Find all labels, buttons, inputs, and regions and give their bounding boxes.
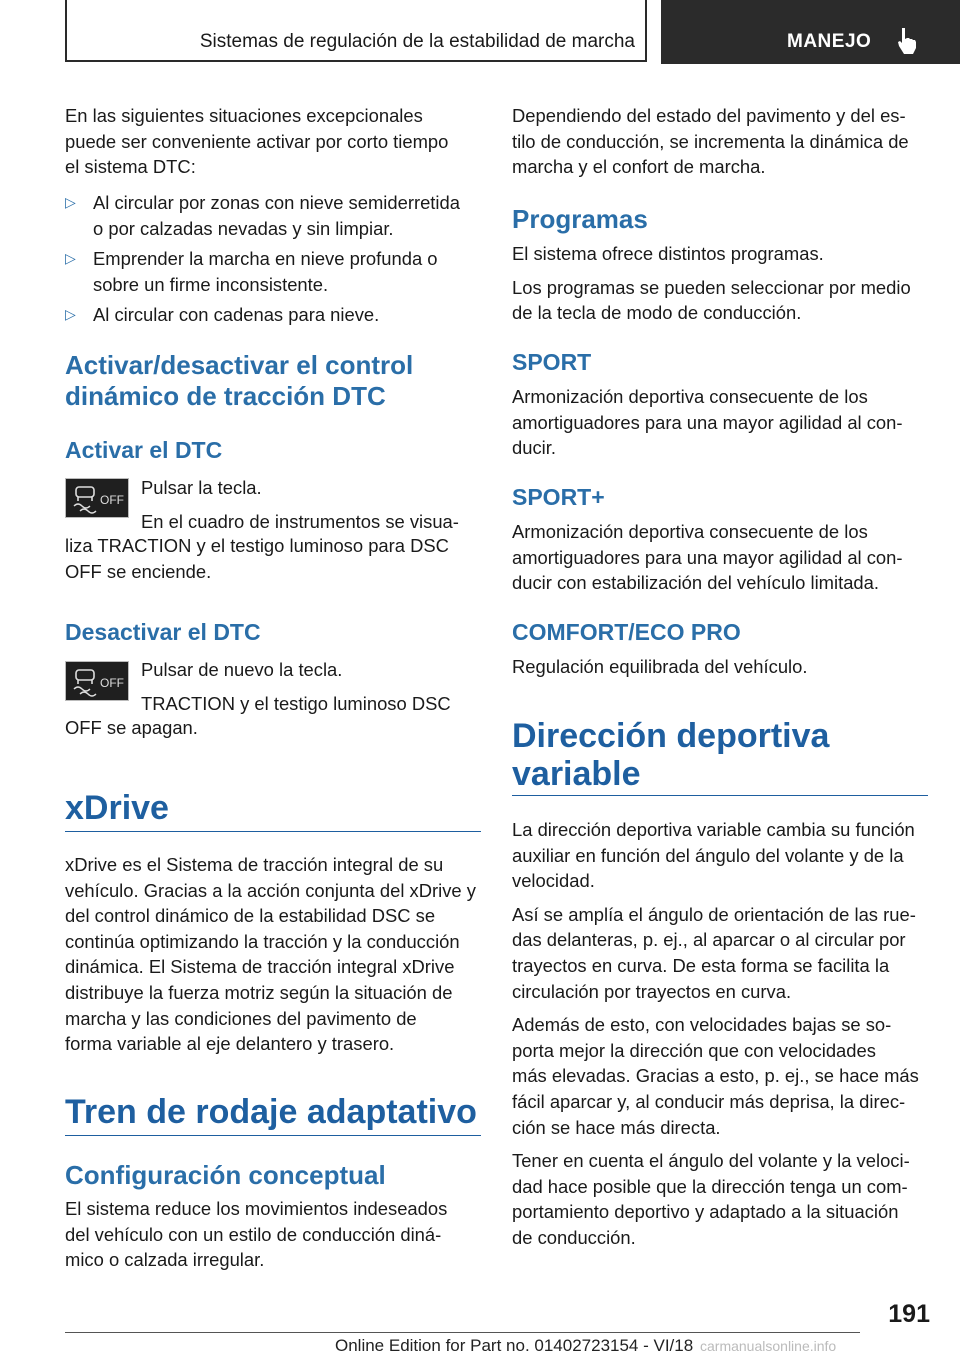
text-line: La dirección deportiva variable cambia su función	[512, 819, 915, 840]
heading-comfort-eco-pro: COMFORT/ECO PRO	[512, 619, 741, 645]
sport-plus-text	[512, 519, 932, 596]
text-line: velocidad.	[512, 870, 595, 892]
heading-configuracion: Configuración conceptual	[65, 1160, 386, 1190]
triangle-bullet-icon: ▷	[65, 194, 76, 210]
text-line: del control dinámico de la estabilidad DSC se	[65, 905, 436, 927]
heading-line: Activar/desactivar el control	[65, 350, 414, 380]
right-intro	[512, 103, 932, 180]
text-line: marcha y las condiciones del pavimento de	[65, 1007, 417, 1029]
text-line: continúa optimizando la tracción y la conducción	[65, 930, 460, 952]
text-line: vehículo. Gracias a la acción conjunta del xDrive y	[65, 879, 476, 901]
text-line: trayectos en curva. De esta forma se facilita la	[512, 954, 890, 976]
programas-text	[512, 241, 932, 326]
text-line: Además de esto, con velocidades bajas se so-	[512, 1014, 892, 1036]
heading-line: Dirección deportiva	[512, 717, 830, 755]
text-line: del vehículo con un estilo de conducción diná-	[65, 1223, 442, 1245]
text-line: amortiguadores para una mayor agilidad al con-	[512, 411, 903, 433]
text-line: Regulación equilibrada del vehículo.	[512, 656, 808, 677]
text-line: liza TRACTION y el testigo luminoso para DSC	[65, 535, 449, 556]
text-line: xDrive es el Sistema de tracción integral de su	[65, 854, 444, 875]
heading-dtc	[65, 350, 413, 412]
footer-divider	[65, 1332, 860, 1333]
text-line: puede ser conveniente activar por corto tiempo	[65, 130, 449, 152]
text-line: Armonización deportiva consecuente de los	[512, 386, 868, 407]
activate-result	[65, 533, 449, 584]
heading-xdrive: xDrive	[65, 789, 169, 827]
text-line: distribuye la fuerza motriz según la situación de	[65, 981, 453, 1003]
text-line: o por calzadas nevadas y sin limpiar.	[93, 217, 394, 239]
heading-direccion	[512, 717, 829, 793]
text-line: mico o calzada irregular.	[65, 1249, 265, 1271]
text-line: Armonización deportiva consecuente de los	[512, 521, 868, 542]
text-line: TRACTION y el testigo luminoso DSC	[141, 692, 451, 714]
chapter-label: MANEJO	[787, 31, 872, 52]
text-line: sobre un firme inconsistente.	[93, 273, 329, 295]
text-line: Dependiendo del estado del pavimento y del es-	[512, 105, 906, 126]
text-line: Al circular con cadenas para nieve.	[93, 304, 380, 325]
text-line: El sistema ofrece distintos programas.	[512, 243, 824, 264]
text-line: de conducción.	[512, 1226, 636, 1248]
text-line: Así se amplía el ángulo de orientación de las rue-	[512, 903, 916, 925]
text-line: porta mejor la dirección que con velocidades	[512, 1039, 876, 1061]
heading-deactivate-dtc: Desactivar el DTC	[65, 619, 261, 645]
text-line: Pulsar la tecla.	[141, 477, 262, 498]
text-line: El sistema reduce los movimientos indeseados	[65, 1198, 448, 1219]
off-key-label: OFF	[100, 676, 124, 690]
comfort-text	[512, 654, 932, 680]
text-line: el sistema DTC:	[65, 156, 196, 178]
text-line: amortiguadores para una mayor agilidad al con-	[512, 546, 903, 568]
edition-note: Online Edition for Part no. 01402723154 - VI/18	[335, 1336, 694, 1355]
text-line: dad hace posible que la dirección tenga un com-	[512, 1175, 908, 1197]
heading-tren-rodaje: Tren de rodaje adaptativo	[65, 1093, 477, 1131]
off-key-label: OFF	[100, 493, 124, 507]
section-divider	[512, 795, 928, 796]
text-line: Emprender la marcha en nieve profunda o	[93, 248, 438, 269]
section-divider	[65, 1135, 481, 1136]
heading-sport-plus: SPORT+	[512, 484, 605, 510]
text-line: das delanteras, p. ej., al aparcar o al circular por	[512, 929, 906, 951]
watermark: carmanualsonline.info	[700, 1338, 837, 1354]
xdrive-paragraph	[65, 852, 485, 1057]
text-line: más elevadas. Gracias a esto, p. ej., se hace más	[512, 1065, 919, 1087]
page-number: 191	[888, 1300, 930, 1328]
dtc-off-button-icon	[65, 661, 129, 701]
heading-line: dinámico de tracción DTC	[65, 381, 386, 411]
text-line: fácil aparcar y, al conducir más deprisa, la direc-	[512, 1090, 906, 1112]
text-line: dinámica. El Sistema de tracción integral xDrive	[65, 956, 455, 978]
config-paragraph	[65, 1196, 485, 1273]
triangle-bullet-icon: ▷	[65, 306, 76, 322]
text-line: de la tecla de modo de conducción.	[512, 302, 802, 324]
triangle-bullet-icon: ▷	[65, 250, 76, 266]
heading-sport: SPORT	[512, 349, 592, 375]
text-line: circulación por trayectos en curva.	[512, 980, 792, 1002]
deactivate-instructions	[141, 657, 485, 716]
text-line: ducir con estabilización del vehículo limitada.	[512, 572, 879, 594]
text-line: OFF se apagan.	[65, 717, 198, 738]
text-line: portamiento deportivo y adaptado a la situación	[512, 1201, 899, 1223]
heading-programas: Programas	[512, 204, 648, 234]
text-line: En las siguientes situaciones excepcionales	[65, 105, 423, 126]
heading-activate-dtc: Activar el DTC	[65, 437, 223, 463]
text-line: marcha y el confort de marcha.	[512, 156, 766, 178]
text-line: Al circular por zonas con nieve semiderretida	[93, 192, 460, 213]
section-divider	[65, 831, 481, 832]
heading-line: variable	[512, 755, 641, 793]
text-line: tilo de conducción, se incrementa la dinámica de	[512, 130, 909, 152]
activate-instructions	[141, 475, 485, 534]
text-line: ducir.	[512, 437, 556, 459]
text-line: OFF se enciende.	[65, 560, 212, 582]
pointing-hand-icon	[893, 26, 923, 56]
text-line: auxiliar en función del ángulo del volante y de la	[512, 844, 904, 866]
left-intro	[65, 103, 448, 180]
dtc-off-button-icon	[65, 478, 129, 518]
text-line: Tener en cuenta el ángulo del volante y la veloci-	[512, 1150, 910, 1172]
text-line: forma variable al eje delantero y trasero.	[65, 1033, 395, 1055]
deactivate-result	[65, 715, 198, 741]
direccion-text	[512, 817, 932, 1251]
section-title: Sistemas de regulación de la estabilidad de marcha	[199, 31, 635, 52]
text-line: Pulsar de nuevo la tecla.	[141, 659, 343, 680]
text-line: ción se hace más directa.	[512, 1116, 721, 1138]
text-line: Los programas se pueden seleccionar por medio	[512, 276, 911, 298]
sport-text	[512, 384, 932, 461]
text-line: En el cuadro de instrumentos se visua-	[141, 510, 459, 532]
